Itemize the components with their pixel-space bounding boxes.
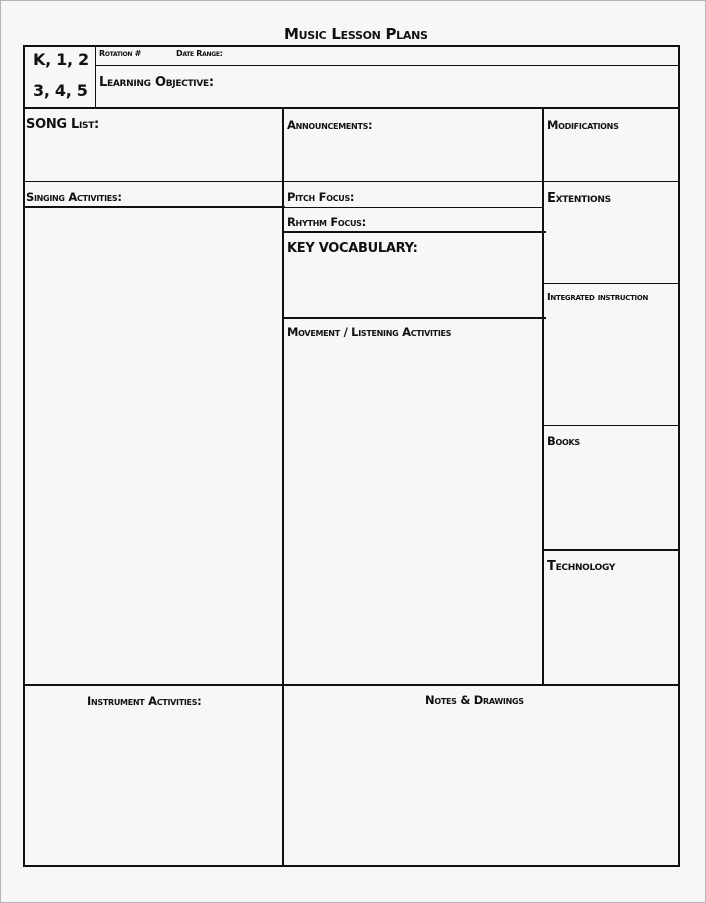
extentions-bottom-divider [542,283,680,284]
learning-objective-label: Learning Objective: [99,75,214,90]
grades-primary: K, 1, 2 [33,50,89,69]
announcements-label: Announcements: [287,118,373,132]
rhythm-focus-label: Rhythm Focus: [287,215,366,229]
movement-listening-label: Movement / Listening Activities [287,325,452,339]
singing-heading-underline [23,206,285,208]
frame-right-border [678,45,680,867]
technology-label: Technology [547,559,616,574]
date-range-label: Date Range: [176,49,223,58]
grade-box-divider [95,45,96,107]
grades-upper: 3, 4, 5 [33,81,88,100]
rotation-label: Rotation # [99,49,142,58]
frame-bottom-border [23,865,680,867]
pitch-focus-underline [282,207,543,208]
extentions-label: Extentions [547,191,611,206]
rhythm-focus-underline [282,231,546,233]
singing-activities-label: Singing Activities: [26,190,122,204]
right-column-divider [542,107,544,685]
books-bottom-divider [542,549,680,551]
frame-top-border [23,45,680,47]
left-column-divider [282,107,284,867]
page-title: Music Lesson Plans [284,25,428,43]
frame-left-border [23,45,25,867]
vocabulary-bottom-divider [282,317,546,319]
books-label: Books [547,434,580,448]
integrated-bottom-divider [542,425,680,426]
bottom-section-divider [23,684,680,686]
pitch-focus-label: Pitch Focus: [287,190,355,204]
rotation-row-divider [95,65,680,66]
modifications-label: Modifications [547,118,619,132]
key-vocabulary-label: KEY VOCABULARY: [287,241,418,256]
song-list-label: SONG List: [26,117,99,132]
row-divider-song [23,181,680,182]
header-bottom-divider [23,107,680,109]
integrated-instruction-label: Integrated instruction [547,292,649,303]
notes-drawings-label: Notes & Drawings [425,693,524,707]
instrument-activities-label: Instrument Activities: [87,694,202,708]
